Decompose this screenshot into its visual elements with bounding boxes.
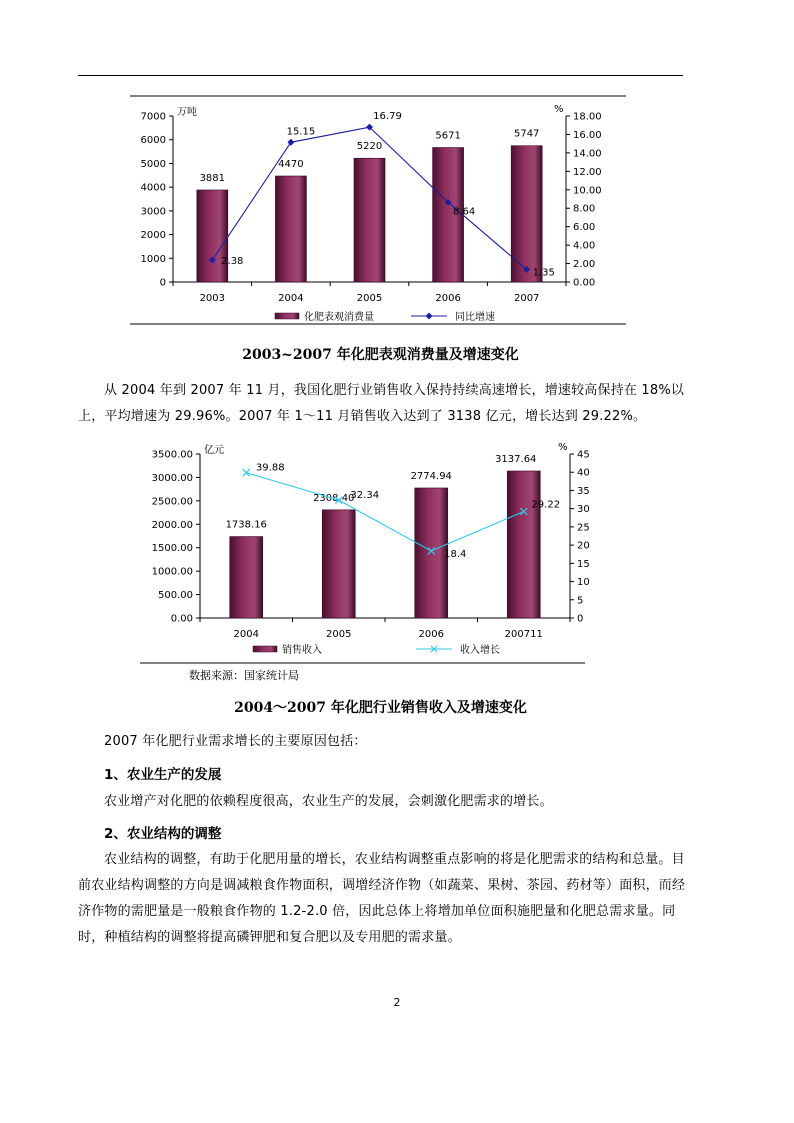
paragraph-agri-structure: 农业结构的调整，有助于化肥用量的增长，农业结构调整重点影响的将是化肥需求的结构和总量。目前农业结构调整的方向是调减粮食作物面积，调增经济作物（如蔬菜、果树、茶园、药材等）面积，而经济作物的需肥量是一般粮食作物的 1.2-2.0 倍，因此总体上将增加单位面积施肥量和化肥总需求量。同时，种植结构的调整将提高磷钾肥和复合肥以及专用肥的需求量。 — [78, 852, 686, 945]
growth-point — [243, 469, 250, 476]
bar — [197, 190, 228, 282]
y-right-tick-label: 35 — [577, 485, 590, 497]
x-tick-label: 2004 — [233, 629, 259, 640]
y-right-tick-label: 45 — [577, 449, 590, 461]
x-tick-label: 2005 — [356, 293, 383, 304]
y-right-tick-label: 15 — [577, 558, 590, 570]
y-left-unit: 亿元 — [204, 445, 224, 456]
growth-point — [287, 139, 294, 146]
header-rule — [78, 75, 683, 76]
y-left-tick-label: 1000.00 — [151, 566, 193, 578]
bar-value-label: 5747 — [513, 128, 540, 140]
growth-value-label: 15.15 — [286, 126, 316, 138]
y-left-tick-label: 6000 — [140, 135, 166, 147]
y-left-tick-label: 4000 — [140, 182, 166, 194]
chart-sales-revenue — [140, 442, 590, 668]
growth-value-label: 8.64 — [452, 206, 476, 218]
y-right-tick-label: 6.00 — [573, 222, 596, 234]
y-right-tick-label: 12.00 — [573, 166, 602, 178]
bar-value-label: 1738.16 — [225, 519, 267, 531]
y-left-tick-label: 1000 — [140, 253, 166, 265]
y-left-tick-label: 3000 — [140, 206, 166, 218]
chart-fertilizer-consumption — [130, 96, 630, 326]
y-left-tick-label: 500.00 — [158, 590, 193, 602]
y-right-tick-label: 0 — [577, 613, 584, 625]
legend-line-label: 同比增速 — [455, 312, 495, 323]
bar-value-label: 4470 — [278, 158, 304, 170]
y-left-tick-label: 7000 — [140, 111, 166, 123]
y-left-tick-label: 5000 — [140, 158, 166, 170]
bar-value-label: 5220 — [356, 141, 383, 153]
bar-value-label: 3137.64 — [495, 453, 537, 465]
legend-bar-label: 化肥表观消费量 — [304, 312, 374, 323]
legend-line-marker — [426, 313, 433, 320]
chart2-caption: 2004～2007 年化肥行业销售收入及增速变化 — [234, 700, 527, 716]
legend-line-label: 收入增长 — [460, 645, 500, 656]
x-tick-label: 200711 — [504, 629, 543, 640]
growth-value-label: 29.22 — [531, 499, 561, 511]
x-tick-label: 2006 — [435, 293, 461, 304]
y-left-tick-label: 2500.00 — [151, 496, 193, 508]
bar-value-label: 2774.94 — [410, 470, 452, 482]
heading-agri-production: 1、农业生产的发展 — [104, 767, 222, 783]
y-right-tick-label: 14.00 — [573, 148, 602, 160]
y-left-tick-label: 3500.00 — [151, 449, 193, 461]
y-right-unit: % — [554, 104, 564, 115]
x-tick-label: 2004 — [278, 293, 304, 304]
y-left-tick-label: 3000.00 — [151, 472, 193, 484]
y-right-tick-label: 10.00 — [573, 185, 602, 197]
y-left-tick-label: 2000.00 — [151, 519, 193, 531]
growth-line — [246, 470, 524, 551]
bar-value-label: 3881 — [199, 172, 226, 184]
bar — [322, 510, 355, 618]
y-right-tick-label: 20 — [577, 540, 590, 552]
page-number: 2 — [393, 996, 401, 1009]
bar — [415, 488, 448, 618]
legend-bar-swatch — [275, 313, 299, 319]
y-right-tick-label: 2.00 — [573, 259, 596, 271]
data-source: 数据来源：国家统计局 — [189, 669, 299, 682]
growth-value-label: 39.88 — [255, 462, 285, 474]
bar — [275, 176, 306, 282]
y-right-tick-label: 8.00 — [573, 203, 596, 215]
y-left-tick-label: 1500.00 — [151, 543, 193, 555]
bar — [507, 471, 540, 618]
bar — [230, 537, 263, 618]
bar-value-label: 5671 — [435, 130, 461, 142]
y-right-tick-label: 25 — [577, 522, 590, 534]
y-right-tick-label: 5 — [577, 595, 584, 607]
paragraph-sales-growth: 从 2004 年到 2007 年 11 月，我国化肥行业销售收入保持持续高速增长，增速较高保持在 18%以上，平均增速为 29.96%。2007 年 1～11 月销售收入达到了 3138 亿元，增长达到 29.22%。 — [78, 383, 685, 424]
paragraph-agri-production: 农业增产对化肥的依赖程度很高，农业生产的发展，会刺激化肥需求的增长。 — [104, 794, 553, 809]
growth-value-label: 32.34 — [350, 490, 380, 502]
y-left-tick-label: 2000 — [140, 230, 166, 242]
bar — [511, 146, 542, 282]
x-tick-label: 2006 — [418, 629, 444, 640]
y-right-tick-label: 10 — [577, 577, 590, 589]
y-right-tick-label: 16.00 — [573, 129, 602, 141]
chart1-caption: 2003~2007 年化肥表观消费量及增速变化 — [242, 347, 519, 363]
y-right-tick-label: 30 — [577, 504, 590, 516]
legend-bar-label: 销售收入 — [282, 645, 322, 656]
y-right-tick-label: 18.00 — [573, 111, 602, 123]
y-right-tick-label: 4.00 — [573, 240, 596, 252]
bar — [354, 158, 385, 282]
y-right-tick-label: 0.00 — [573, 277, 596, 289]
growth-value-label: 1.35 — [532, 267, 555, 279]
x-tick-label: 2005 — [326, 629, 352, 640]
legend-bar-swatch — [253, 646, 277, 652]
paragraph-demand-reasons: 2007 年化肥行业需求增长的主要原因包括： — [104, 734, 367, 749]
bar-value-label: 2308.40 — [313, 492, 355, 504]
growth-value-label: 16.79 — [373, 111, 402, 123]
x-tick-label: 2007 — [513, 293, 540, 304]
x-tick-label: 2003 — [199, 293, 226, 304]
growth-value-label: 18.4 — [444, 548, 467, 560]
y-left-tick-label: 0.00 — [170, 613, 193, 625]
growth-value-label: 2.38 — [221, 256, 244, 268]
y-right-tick-label: 40 — [577, 467, 590, 479]
y-left-unit: 万吨 — [177, 107, 197, 118]
heading-agri-structure: 2、农业结构的调整 — [104, 826, 222, 842]
y-left-tick-label: 0 — [159, 277, 166, 289]
y-right-unit: % — [558, 442, 568, 453]
